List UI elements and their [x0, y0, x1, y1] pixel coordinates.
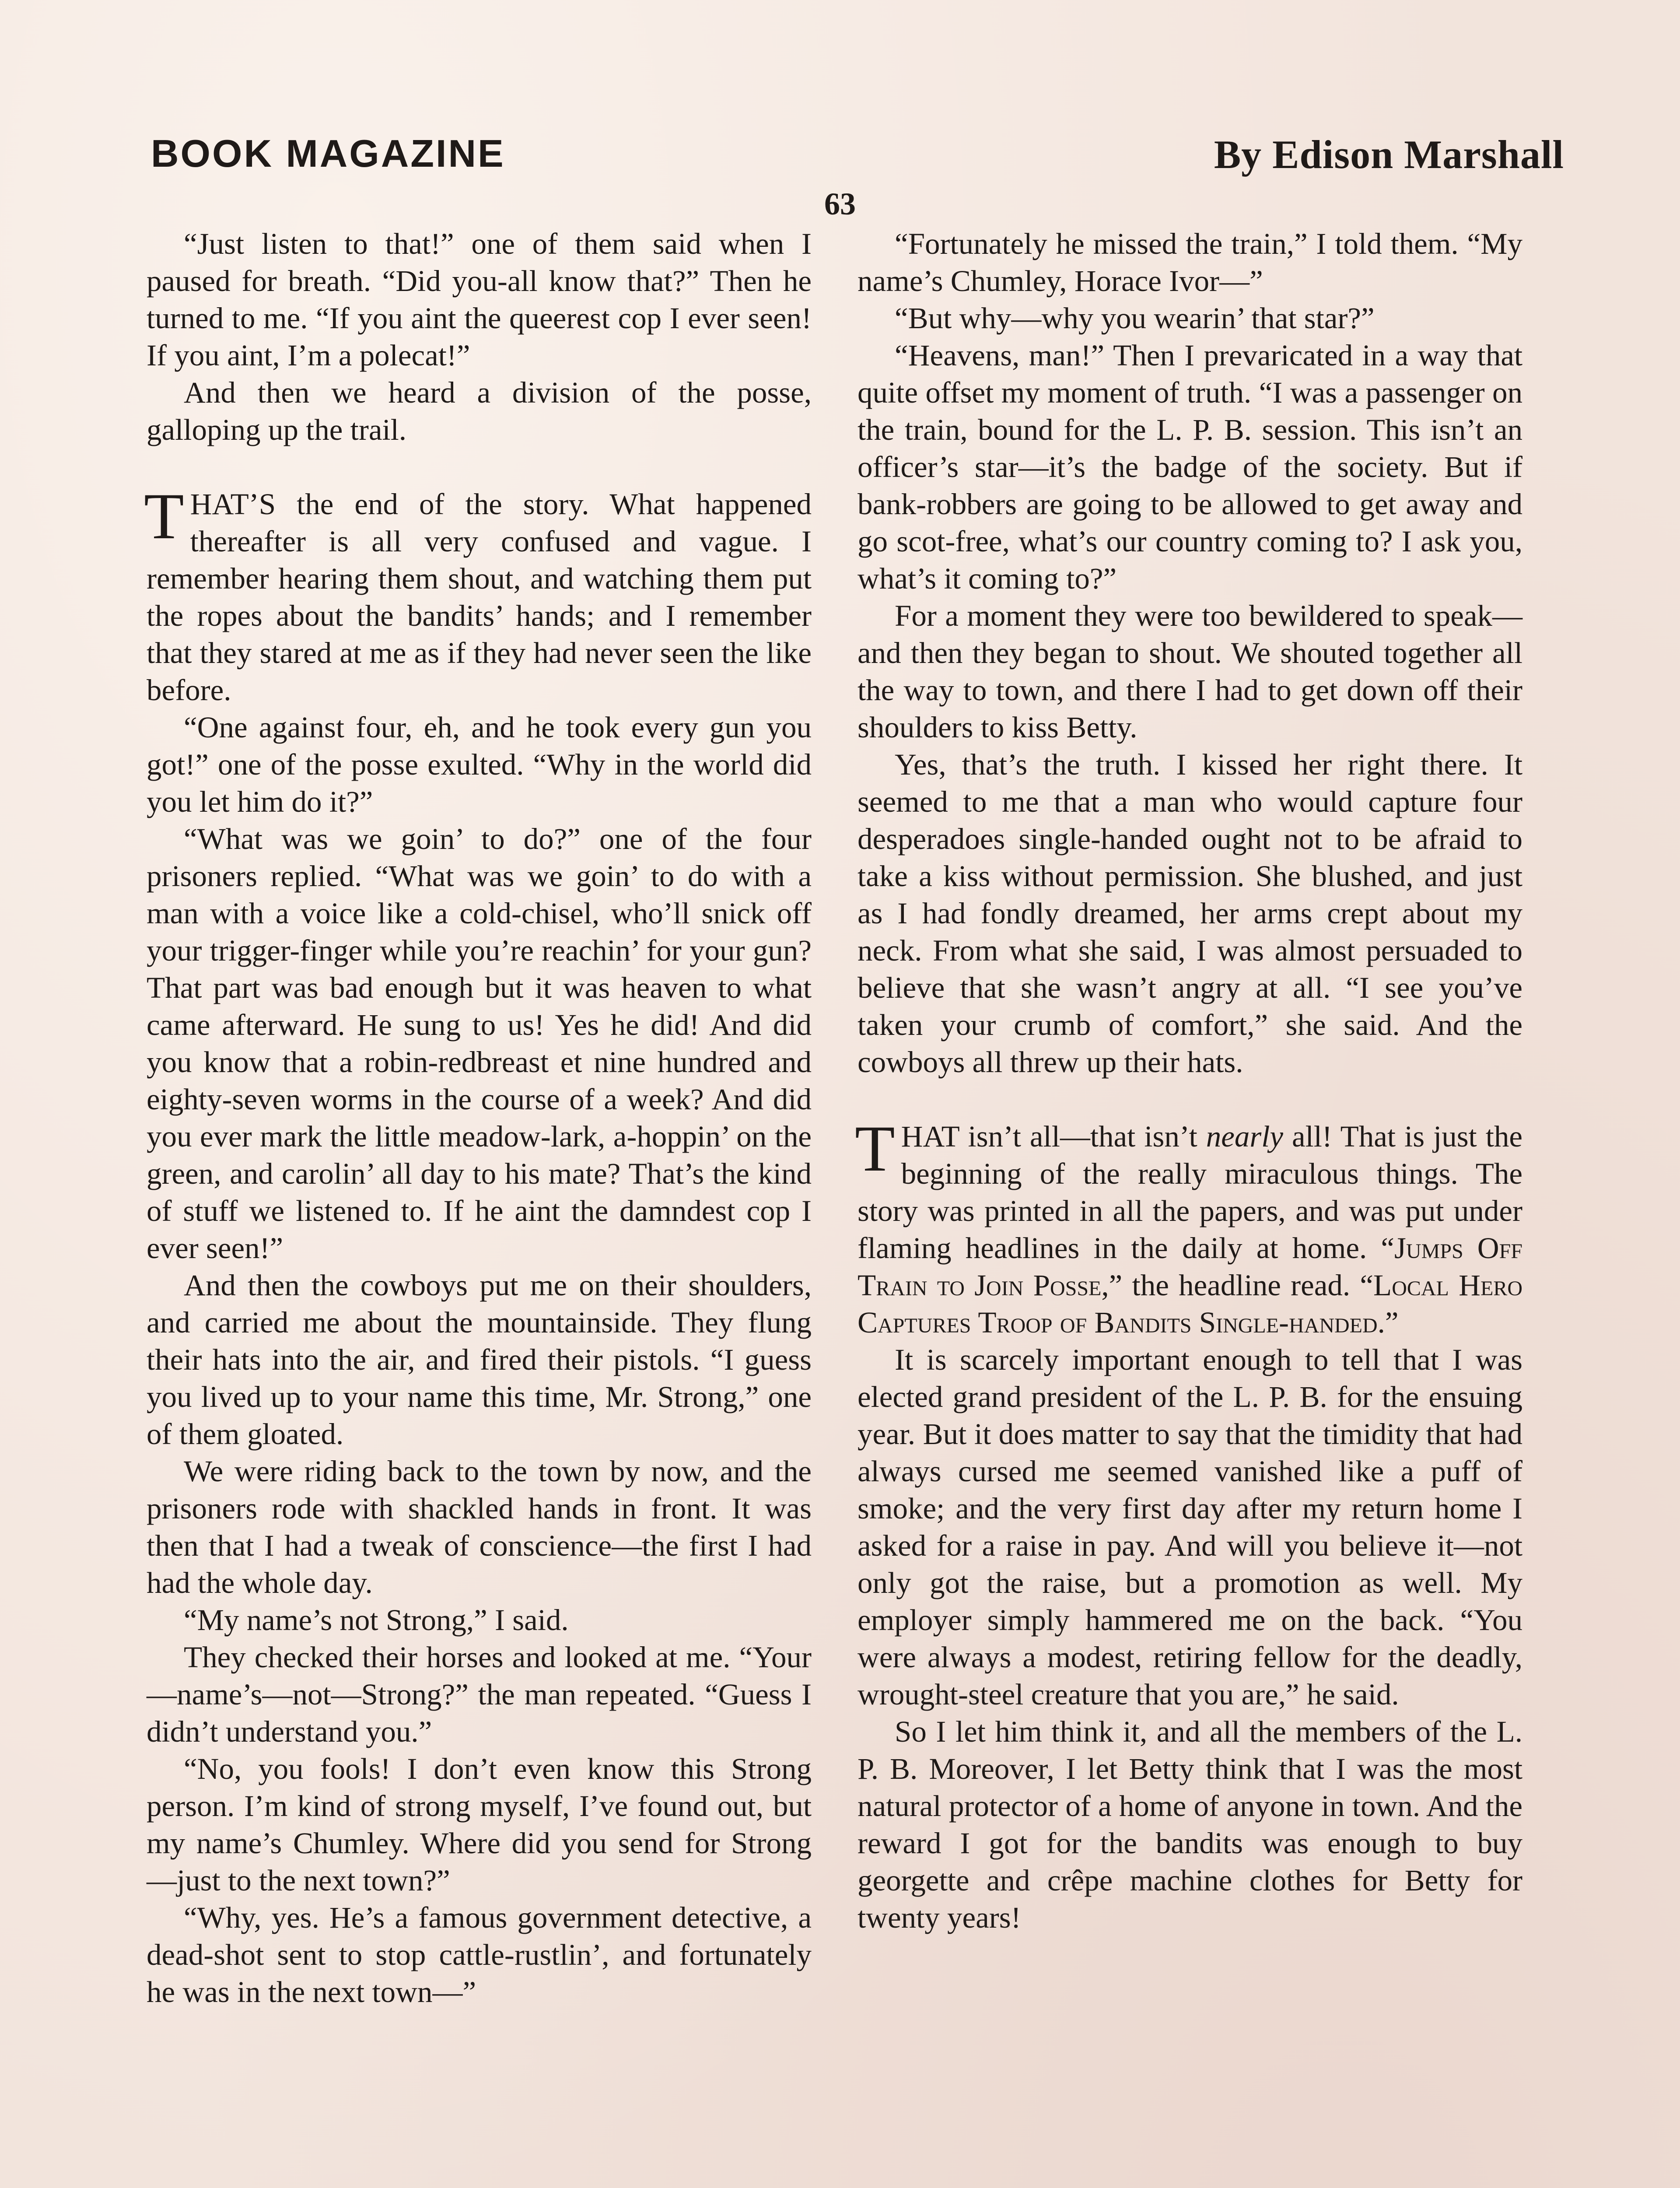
paragraph: “But why—why you wearin’ that star?”	[895, 302, 1375, 335]
right-column	[855, 225, 1522, 1936]
paragraph: “Heavens, man!” Then I prevaricated in a way that quite offset my moment of truth. “I was a passenger on the train, bound for the L. P. B. session. This isn’t an officer’s star—it’s the badge of the society. But if bank-robbers are going to be allowed to get away and go scot-free, what’s our country coming to? I ask you, what’s it coming to?”	[858, 339, 1522, 595]
author-byline: By Edison Marshall	[1214, 132, 1564, 177]
paragraph-text: HAT isn’t all—that isn’t	[901, 1120, 1206, 1153]
paragraph-text: all! That is just the beginning of the really miraculous things. The story was printed in all the papers, and was put under flaming headlines in the daily at home.	[858, 1120, 1522, 1265]
paragraph: “Just listen to that!” one of them said when I paused for breath. “Did you-all know that?” Then he turned to me. “If you aint the queerest cop I ever seen! If you aint, I’m a polecat!”	[147, 227, 812, 372]
paragraph: They checked their horses and looked at me. “Your—name’s—not—Strong?” the man repeated. “Guess I didn’t understand you.”	[147, 1641, 812, 1748]
left-column	[144, 225, 812, 2011]
paragraph: We were riding back to the town by now, and the prisoners rode with shackled hands in front. It was then that I had a tweak of conscience—the first I had had the whole day.	[147, 1455, 812, 1599]
paragraph-text: HAT’S the end of the story. What happened thereafter is all very confused and vague. I remember hearing them shout, and watching them put the ropes about the bandits’ hands; and I remember that they stared at me as if they had never seen the like before.	[147, 487, 812, 707]
emphasis-text: nearly	[1206, 1120, 1283, 1153]
paragraph: It is scarcely important enough to tell that I was elected grand president of the L. P. B. for the ensuing year. But it does matter to say that the timidity that had always cursed me seemed vanished like a puff of smoke; and the very first day after my return home I asked for a raise in pay. And will you believe it—not only got the raise, but a promotion as well. My employer simply hammered me on the back. “You were always a modest, retiring fellow for the deadly, wrought-steel creature that you are,” he said.	[858, 1343, 1522, 1711]
drop-cap: T	[144, 480, 184, 553]
paragraph: “Why, yes. He’s a famous government detective, a dead-shot sent to stop cattle-rustlin’, and fortunately he was in the next town—”	[147, 1901, 812, 2009]
paragraph: And then we heard a division of the posse, galloping up the trail.	[147, 376, 812, 446]
paragraph: “No, you fools! I don’t even know this Strong person. I’m kind of strong myself, I’ve found out, but my name’s Chumley. Where did you send for Strong—just to the next town?”	[147, 1752, 812, 1897]
page-number: 63	[824, 186, 856, 221]
paragraph: So I let him think it, and all the members of the L. P. B. Moreover, I let Betty think that I was the most natural protector of a home of anyone in town. And the reward I got for the bandits was enough to buy georgette and crêpe machine clothes for Betty for twenty years!	[858, 1715, 1522, 1934]
newspaper-headline: “Local Hero Captures Troop of Bandits Single-handed.”	[858, 1269, 1522, 1339]
paragraph: “My name’s not Strong,” I said.	[184, 1603, 569, 1637]
paragraph: Yes, that’s the truth. I kissed her right there. It seemed to me that a man who would capture four desperadoes single-handed ought not to be afraid to take a kiss without permission. She blushed, and just as I had fondly dreamed, her arms crept about my neck. From what she said, I was almost persuaded to believe that she wasn’t angry at all. “I see you’ve taken your crumb of comfort,” she said. And the cowboys all threw up their hats.	[858, 748, 1522, 1079]
paragraph: “Fortunately he missed the train,” I told them. “My name’s Chumley, Horace Ivor—”	[858, 227, 1522, 298]
paragraph: And then the cowboys put me on their shoulders, and carried me about the mountainside. They flung their hats into the air, and fired their pistols. “I guess you lived up to your name this time, Mr. Strong,” one of them gloated.	[147, 1269, 812, 1451]
paragraph: For a moment they were too bewildered to speak—and then they began to shout. We shouted together all the way to town, and there I had to get down off their shoulders to kiss Betty.	[858, 599, 1522, 744]
paragraph-text: the headline read.	[1122, 1269, 1360, 1302]
paragraph: “What was we goin’ to do?” one of the four prisoners replied. “What was we goin’ to do with a man with a voice like a cold-chisel, who’ll snick off your trigger-finger while you’re reachin’ for your gun? That part was bad enough but it was heaven to what came afterward. He sung to us! Yes he did! And did you know that a robin-redbreast et nine hundred and eighty-seven worms in the course of a week? And did you ever mark the little meadow-lark, a-hoppin’ on the green, and carolin’ all day to his mate? That’s the kind of stuff we listened to. If he aint the damndest cop I ever seen!”	[147, 822, 812, 1265]
section-opening-paragraph	[855, 1112, 1522, 1341]
newspaper-headline: “Jumps Off Train to Join Posse,”	[858, 1231, 1522, 1302]
running-header	[151, 131, 1564, 188]
drop-cap: T	[855, 1112, 895, 1185]
magazine-title: BOOK MAGAZINE	[151, 132, 505, 175]
section-opening-paragraph	[144, 480, 812, 709]
paragraph: “One against four, eh, and he took every gun you got!” one of the posse exulted. “Why in the world did you let him do it?”	[147, 711, 812, 818]
